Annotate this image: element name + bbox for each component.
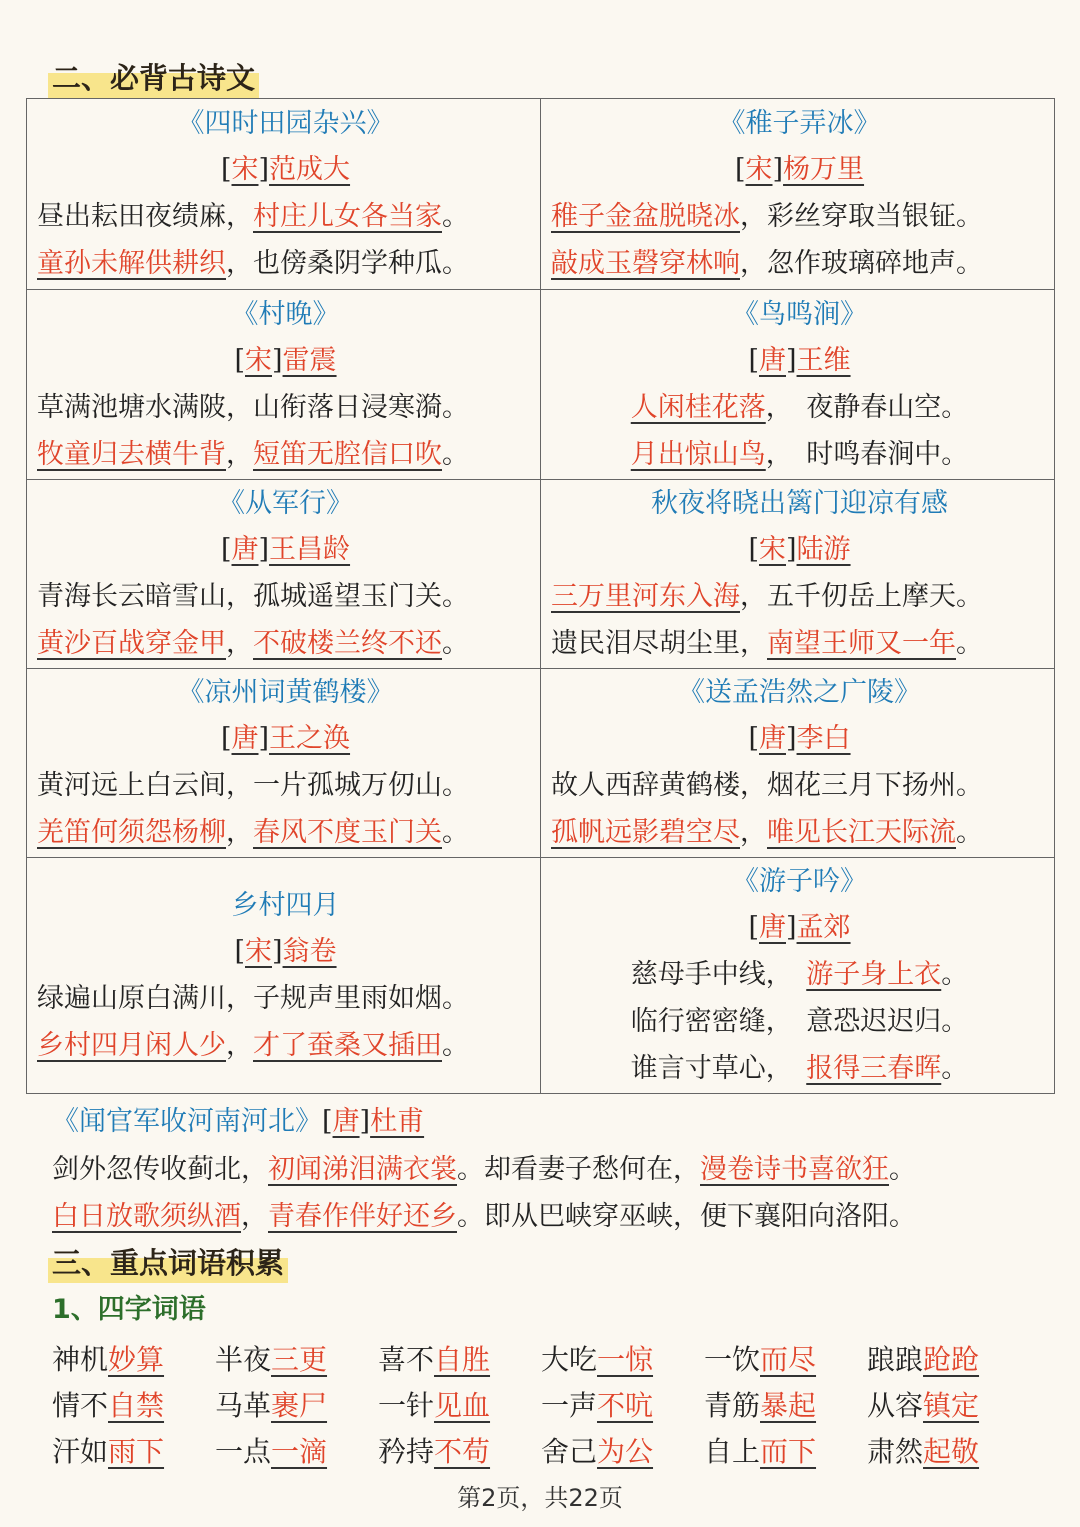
line-text: 黄河远上白云间，一片孤城万仞山。 [37,770,469,801]
idiom-key: 跄跄 [923,1343,980,1376]
dynasty-open-bracket: [ [220,534,232,565]
idiom-key: 裹尸 [271,1389,328,1422]
line-text: ，五千仞岳上摩天。 [740,581,983,612]
page-footer: 第2页，共22页 [457,1484,623,1512]
poem-title: 《游子吟》 [732,866,867,897]
line-text: 临行密密缝， 意恐迟迟归。 [630,1006,969,1037]
idiom-key: 三更 [271,1343,328,1376]
line-text: 昼出耘田夜绩麻， [37,201,253,232]
dynasty-close-bracket: ] [258,723,270,754]
idiom-key: 起敬 [923,1435,980,1468]
line-text: 慈母手中线， [630,959,807,990]
dynasty-close-bracket: ] [272,935,283,967]
poem-cell [27,669,541,858]
poem-line [37,193,534,240]
idiom-item [867,1384,1030,1424]
idiom-prefix: 青筋 [704,1389,761,1422]
poem-line [37,384,534,431]
idiom-item [704,1338,867,1378]
idiom-prefix: 一点 [215,1435,272,1468]
idiom-prefix: 神机 [52,1343,109,1376]
key-phrase: 唯见长江天际流 [767,817,956,848]
poem-cell [27,858,541,1094]
line-text: 。 [941,959,969,990]
line-text: 。 [442,817,469,848]
poem-dynasty: 唐 [231,534,259,565]
poem-line [37,573,534,620]
key-phrase: 人闲桂花落 [630,391,766,423]
poem-title: 《村晚》 [231,298,340,330]
line-text: 。 [442,438,469,470]
poem-author-line [37,147,534,193]
line-text: ， [241,1201,268,1232]
idiom-key: 一惊 [597,1343,654,1376]
dynasty-open-bracket: [ [734,154,746,185]
dynasty-open-bracket: [ [220,723,232,754]
dynasty-open-bracket: [ [748,723,759,754]
poems-table [26,98,1055,1094]
line-text: 。 [442,201,469,232]
dynasty-open-bracket: [ [220,154,232,185]
line-text: 。 [956,817,983,848]
extra-poem-author: 杜甫 [370,1106,425,1137]
poem-author: 王维 [796,344,851,376]
poem-author-line [551,527,1048,573]
idiom-prefix: 矜持 [378,1435,435,1468]
key-phrase: 敲成玉磬穿林响 [551,248,740,279]
section-heading-words: 三、重点词语积累 [48,1243,288,1283]
idiom-prefix: 大吃 [541,1343,598,1376]
poem-dynasty: 宋 [745,154,773,185]
section-heading-poems: 二、必背古诗文 [48,58,259,98]
poem-line [37,620,534,667]
dynasty-close-bracket: ] [272,344,283,376]
dynasty-close-bracket: ] [786,344,797,376]
line-text: 。 [442,1029,469,1061]
poem-cell [27,290,541,480]
idiom-key: 而下 [760,1435,817,1468]
poem-cell [541,858,1055,1094]
poem-author-line [551,338,1048,384]
poem-cell [541,669,1055,858]
poem-dynasty: 唐 [759,912,786,943]
line-text: ， [226,1029,253,1061]
poem-dynasty: 宋 [245,344,272,376]
poem-line [37,431,534,478]
poem-line [551,762,1048,809]
dynasty-close-bracket: ] [786,912,797,943]
idiom-key: 不吭 [597,1389,654,1422]
idiom-prefix: 一饮 [704,1343,761,1376]
idiom-prefix: 舍己 [541,1435,598,1468]
idiom-prefix: 马革 [215,1389,272,1422]
poem-line [551,573,1048,620]
poem-author-line [551,716,1048,762]
poem-author-line [37,929,534,975]
key-phrase: 短笛无腔信口吹 [253,438,442,470]
key-phrase: 游子身上衣 [806,959,942,990]
idiom-key: 为公 [597,1435,654,1468]
idiom-prefix: 踉踉 [867,1343,924,1376]
idiom-key: 而尽 [760,1343,817,1376]
poem-author-line [551,905,1048,951]
poem-author: 孟郊 [796,912,851,943]
dynasty-open-bracket: [ [748,912,759,943]
key-phrase: 月出惊山鸟 [630,438,766,470]
dynasty-close-bracket: ] [258,534,270,565]
dynasty-close-bracket: ] [359,1106,371,1137]
line-text: ， [740,817,767,848]
idiom-item [867,1338,1030,1378]
idiom-prefix: 半夜 [215,1343,272,1376]
idiom-item [52,1384,215,1424]
poem-cell [541,480,1055,669]
idiom-row [52,1427,1030,1473]
poem-title: 《送孟浩然之广陵》 [678,677,921,708]
poem-line [551,193,1048,240]
poem-line [551,240,1048,287]
dynasty-close-bracket: ] [786,534,797,565]
poem-dynasty: 宋 [759,534,786,565]
line-text: 。 [941,1053,969,1084]
idiom-prefix: 喜不 [378,1343,435,1376]
idiom-key: 不苟 [434,1435,491,1468]
key-phrase: 孤帆远影碧空尽 [551,817,740,848]
poem-line [37,1022,534,1069]
idiom-prefix: 肃然 [867,1435,924,1468]
idiom-item [867,1430,1030,1470]
poem-line [37,809,534,856]
poem-line [551,951,1048,998]
subheading-four-char-words: 1、四字词语 [52,1294,206,1325]
line-text: 。却看妻子愁何在， [457,1154,700,1185]
idiom-row [52,1335,1030,1381]
poem-title: 《凉州词黄鹤楼》 [177,677,394,708]
poem-line [551,620,1048,667]
idiom-prefix: 汗如 [52,1435,109,1468]
poem-author: 杨万里 [783,154,865,185]
extra-poem-line-1 [52,1146,1062,1193]
idiom-key: 自胜 [434,1343,491,1376]
key-phrase: 才了蚕桑又插田 [253,1029,442,1061]
idiom-key: 镇定 [923,1389,980,1422]
poem-line [551,384,1048,431]
line-text: ， [226,628,253,659]
key-phrase: 春风不度玉门关 [253,817,442,848]
line-text: 遗民泪尽胡尘里， [551,628,767,659]
key-phrase: 童孙未解供耕织 [37,248,226,279]
idiom-item [704,1384,867,1424]
idiom-item [378,1384,541,1424]
line-text: 。 [889,1154,916,1185]
idiom-item [704,1430,867,1470]
line-text: ， 夜静春山空。 [765,391,969,423]
poem-title: 《四时田园杂兴》 [177,108,394,139]
poem-line [551,998,1048,1045]
idiom-item [215,1384,378,1424]
key-phrase: 牧童归去横牛背 [37,438,226,470]
extra-poem-title-line [52,1098,1062,1145]
poem-cell [541,99,1055,290]
idiom-grid [52,1335,1030,1473]
idiom-key: 妙算 [108,1343,165,1376]
idiom-prefix: 情不 [52,1389,109,1422]
idiom-item [215,1430,378,1470]
line-text: ，也傍桑阴学种瓜。 [226,248,469,279]
line-text: 绿遍山原白满川，子规声里雨如烟。 [37,982,469,1014]
key-phrase: 不破楼兰终不还 [253,628,442,659]
key-phrase: 白日放歌须纵酒 [52,1201,241,1232]
poem-author: 王之涣 [269,723,351,754]
key-phrase: 村庄儿女各当家 [253,201,442,232]
line-text: 。 [956,628,983,659]
extra-poem-title: 《闻官军收河南河北》 [52,1106,322,1137]
poem-author-line [37,527,534,573]
key-phrase: 报得三春晖 [806,1053,942,1084]
dynasty-open-bracket: [ [748,344,759,376]
poem-author-line [37,716,534,762]
dynasty-close-bracket: ] [786,723,797,754]
line-text: ， 时鸣春涧中。 [765,438,969,470]
poem-line [37,975,534,1022]
poem-author: 陆游 [796,534,851,565]
poem-line [551,431,1048,478]
idiom-prefix: 自上 [704,1435,761,1468]
line-text: ， [226,817,253,848]
key-phrase: 羌笛何须怨杨柳 [37,817,226,848]
dynasty-close-bracket: ] [772,154,784,185]
idiom-item [52,1430,215,1470]
key-phrase: 稚子金盆脱晓冰 [551,201,740,232]
extra-poem-dynasty: 唐 [332,1106,360,1137]
dynasty-open-bracket: [ [234,344,245,376]
poem-author-line [37,338,534,384]
idiom-item [541,1338,704,1378]
idiom-item [541,1430,704,1470]
idiom-key: 见血 [434,1389,491,1422]
extra-poem-line-2 [52,1193,1062,1240]
dynasty-open-bracket: [ [748,534,759,565]
line-text: ，彩丝穿取当银钲。 [740,201,983,232]
line-text: 谁言寸草心， [630,1053,807,1084]
poem-line [37,762,534,809]
key-phrase: 三万里河东入海 [551,581,740,612]
poem-title: 乡村四月 [231,889,340,921]
idiom-prefix: 一针 [378,1389,435,1422]
poem-dynasty: 宋 [245,935,272,967]
idiom-item [378,1338,541,1378]
poem-dynasty: 唐 [759,344,786,376]
line-text: ，忽作玻璃碎地声。 [740,248,983,279]
idiom-key: 雨下 [108,1435,165,1468]
line-text: 故人西辞黄鹤楼，烟花三月下扬州。 [551,770,983,801]
idiom-item [378,1430,541,1470]
dynasty-close-bracket: ] [258,154,270,185]
poem-author: 王昌龄 [269,534,351,565]
poem-dynasty: 唐 [231,723,259,754]
poem-cell [27,480,541,669]
line-text: 青海长云暗雪山，孤城遥望玉门关。 [37,581,469,612]
idiom-item [52,1338,215,1378]
dynasty-open-bracket: [ [322,1106,333,1137]
line-text: ， [226,438,253,470]
poem-author: 雷震 [282,344,337,376]
poem-author: 范成大 [269,154,351,185]
key-phrase: 黄沙百战穿金甲 [37,628,226,659]
poem-cell [27,99,541,290]
poem-line [37,240,534,287]
dynasty-open-bracket: [ [234,935,245,967]
key-phrase: 乡村四月闲人少 [37,1029,226,1061]
key-phrase: 漫卷诗书喜欲狂 [700,1154,889,1185]
line-text: 。 [442,628,469,659]
poem-cell [541,290,1055,480]
poem-title: 秋夜将晓出篱门迎凉有感 [651,488,948,519]
idiom-key: 一滴 [271,1435,328,1468]
line-text: 草满池塘水满陂，山衔落日浸寒漪。 [37,391,469,423]
key-phrase: 南望王师又一年 [767,628,956,659]
idiom-item [541,1384,704,1424]
idiom-prefix: 从容 [867,1389,924,1422]
poem-line [551,1045,1048,1092]
line-text: 剑外忽传收蓟北， [52,1154,268,1185]
poem-author-line [551,147,1048,193]
poem-dynasty: 唐 [759,723,786,754]
poem-title: 《稚子弄冰》 [718,108,881,139]
poem-author: 李白 [796,723,851,754]
idiom-prefix: 一声 [541,1389,598,1422]
poem-title: 《鸟鸣涧》 [732,298,867,330]
idiom-key: 暴起 [760,1389,817,1422]
poem-dynasty: 宋 [231,154,259,185]
poem-title: 《从军行》 [218,488,353,519]
key-phrase: 青春作伴好还乡 [268,1201,457,1232]
idiom-row [52,1381,1030,1427]
key-phrase: 初闻涕泪满衣裳 [268,1154,457,1185]
idiom-key: 自禁 [108,1389,165,1422]
line-text: 。即从巴峡穿巫峡，便下襄阳向洛阳。 [457,1201,916,1232]
poem-line [551,809,1048,856]
idiom-item [215,1338,378,1378]
poem-author: 翁卷 [282,935,337,967]
